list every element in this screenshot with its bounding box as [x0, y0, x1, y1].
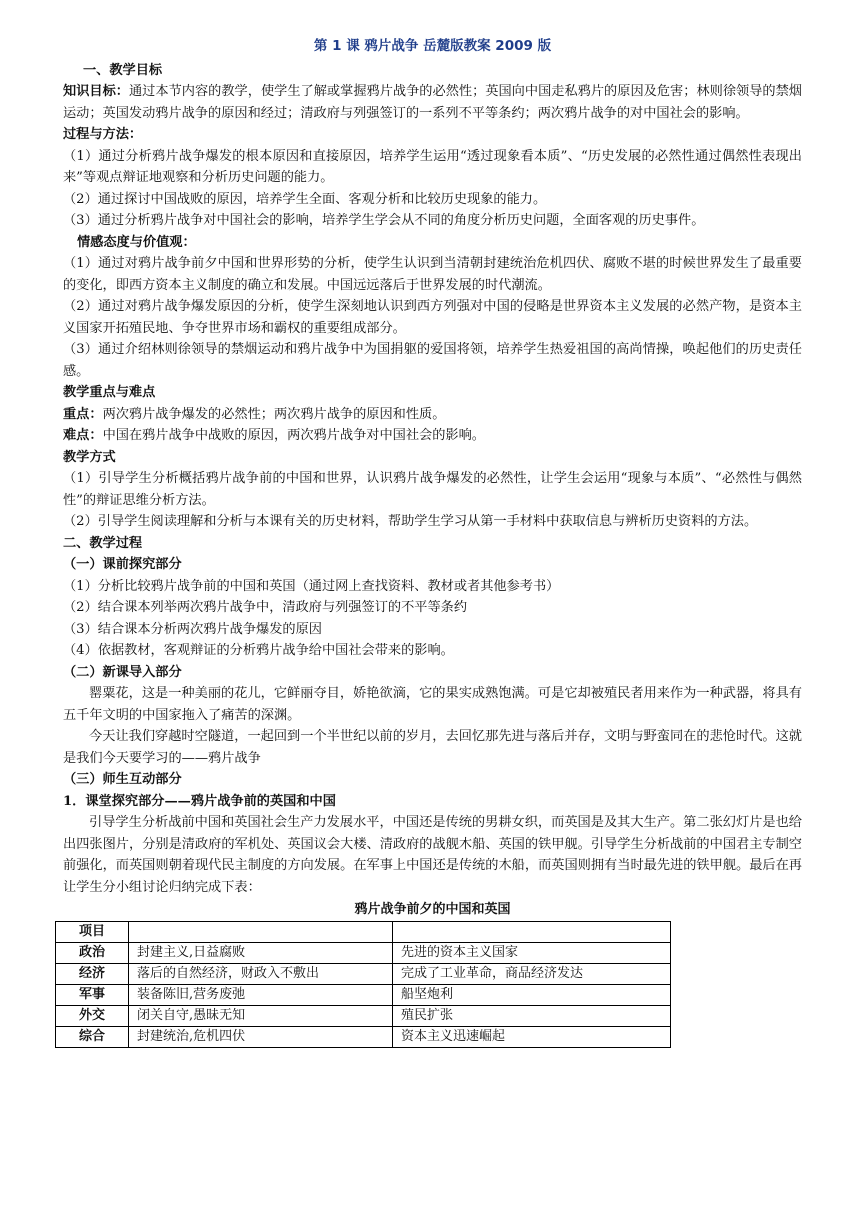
- table-cell-china: 装备陈旧,营务废弛: [129, 984, 393, 1005]
- table-row-label: 外交: [56, 1005, 129, 1026]
- part1-item: （2）结合课本列举两次鸦片战争中，清政府与列强签订的不平等条约: [63, 600, 468, 615]
- table-row-label: 经济: [56, 963, 129, 984]
- document-title: 第 1 课 鸦片战争 岳麓版教案 2009 版: [313, 38, 552, 54]
- attitude-item: （3）通过介绍林则徐领导的禁烟运动和鸦片战争中为国捐躯的爱国将领，培养学生热爱祖国的高尚情操，唤起他们的历史责任感。: [63, 342, 802, 379]
- table-cell-china: 封建主义,日益腐败: [129, 942, 393, 963]
- part1-item: （1）分析比较鸦片战争前的中国和英国（通过网上查找资料、教材或者其他参考书）: [63, 578, 560, 594]
- section-heading-objectives: 一、教学目标: [83, 62, 163, 78]
- part1-item: （3）结合课本分析两次鸦片战争爆发的原因: [63, 621, 322, 637]
- table-caption: 鸦片战争前夕的中国和英国: [354, 902, 511, 917]
- table-header-cell: 项目: [56, 921, 129, 942]
- process-item: （2）通过探讨中国战败的原因，培养学生全面、客观分析和比较历史现象的能力。: [63, 191, 547, 207]
- difficulty-label: 难点：: [63, 428, 103, 443]
- knowledge-objective: [63, 81, 802, 124]
- part2-heading: （二）新课导入部分: [63, 664, 182, 680]
- table-cell-britain: 资本主义迅速崛起: [393, 1026, 671, 1047]
- table-cell-china: 封建统治,危机四伏: [129, 1026, 393, 1047]
- process-item: （3）通过分析鸦片战争对中国社会的影响，培养学生学会从不同的角度分析历史问题，全面客观的历史事件。: [63, 213, 705, 228]
- table-cell-china: 闭关自守,愚昧无知: [129, 1005, 393, 1026]
- table-row-label: 综合: [56, 1026, 129, 1047]
- process-item: （1）通过分析鸦片战争爆发的根本原因和直接原因，培养学生运用“透过现象看本质”、“历史发展的必然性通过偶然性表现出来”等观点辩证地观察和分析历史问题的能力。: [63, 148, 802, 185]
- table-cell-britain: 先进的资本主义国家: [393, 942, 671, 963]
- attitude-item: （2）通过对鸦片战争爆发原因的分析，使学生深刻地认识到西方列强对中国的侵略是世界资本主义发展的必然产物，是资本主义国家开拓殖民地、争夺世界市场和霸权的重要组成部分。: [63, 299, 802, 336]
- comparison-table: [55, 921, 671, 1048]
- table-row: [56, 1005, 671, 1026]
- part3-heading: （三）师生互动部分: [63, 772, 182, 787]
- method-item: （1）引导学生分析概括鸦片战争前的中国和世界，认识鸦片战争爆发的必然性，让学生会运用“现象与本质”、“必然性与偶然性”的辩证思维分析方法。: [63, 471, 802, 508]
- method-heading: 教学方式: [63, 449, 116, 465]
- table-row-label: 政治: [56, 942, 129, 963]
- process-heading: 过程与方法：: [63, 127, 143, 142]
- table-row: [56, 963, 671, 984]
- intro-paragraph: 罂粟花，这是一种美丽的花儿，它鲜丽夺目，娇艳欲滴，它的果实成熟饱满。可是它却被殖民者用来作为一种武器，将具有五千年文明的中国家拖入了痛苦的深渊。: [63, 686, 802, 723]
- part1-item: （4）依据教材，客观辩证的分析鸦片战争给中国社会带来的影响。: [63, 643, 454, 658]
- difficulty-text: 中国在鸦片战争中战败的原因，两次鸦片战争对中国社会的影响。: [102, 428, 485, 443]
- table-header-row: [56, 921, 671, 942]
- intro-paragraph: 今天让我们穿越时空隧道，一起回到一个半世纪以前的岁月，去回忆那先进与落后并存，文明与野蛮同在的悲怆时代。这就是我们今天要学习的——鸦片战争: [63, 729, 802, 766]
- table-row: [56, 1026, 671, 1047]
- table-cell-china: 落后的自然经济，财政入不敷出: [129, 963, 393, 984]
- part3-subheading: 1．课堂探究部分——鸦片战争前的英国和中国: [63, 793, 336, 809]
- table-cell-britain: 船坚炮利: [393, 984, 671, 1005]
- focus-label: 重点：: [63, 406, 103, 422]
- attitude-heading: 情感态度与价值观：: [77, 234, 196, 250]
- table-header-cell: [129, 921, 393, 942]
- attitude-item: （1）通过对鸦片战争前夕中国和世界形势的分析，使学生认识到当清朝封建统治危机四伏、腐败不堪的时候世界发生了最重要的变化，即西方资本主义制度的确立和发展。中国远远落后于世界发展的时代潮流。: [63, 256, 802, 293]
- focus-line: [63, 404, 802, 426]
- section-heading-process: 二、教学过程: [63, 535, 143, 551]
- table-row-label: 军事: [56, 984, 129, 1005]
- table-cell-britain: 殖民扩张: [393, 1005, 671, 1026]
- part1-heading: （一）课前探究部分: [63, 557, 182, 572]
- table-row: [56, 942, 671, 963]
- difficulty-line: [63, 425, 802, 447]
- knowledge-label: 知识目标：: [63, 84, 129, 99]
- table-cell-britain: 完成了工业革命，商品经济发达: [393, 963, 671, 984]
- table-row: [56, 984, 671, 1005]
- focus-text: 两次鸦片战争爆发的必然性；两次鸦片战争的原因和性质。: [102, 406, 446, 422]
- method-item: （2）引导学生阅读理解和分析与本课有关的历史材料，帮助学生学习从第一手材料中获取信息与辨析历史资料的方法。: [63, 514, 758, 529]
- table-header-cell: [393, 921, 671, 942]
- key-points-heading: 教学重点与难点: [63, 385, 156, 400]
- part3-paragraph: 引导学生分析战前中国和英国社会生产力发展水平，中国还是传统的男耕女织，而英国是及其大生产。第二张幻灯片是也给出四张图片，分别是清政府的军机处、英国议会大楼、清政府的战舰木船、英国的铁甲舰。引导学生分析战前的中国君主专制空前强化，而英国则朝着现代民主制度的方向发展。在军事上中国还是传统的木船，而英国则拥有当时最先进的铁甲舰。最后在再让学生分小组讨论归纳完成下表：: [63, 815, 802, 895]
- knowledge-text: 通过本节内容的教学，使学生了解或掌握鸦片战争的必然性；英国向中国走私鸦片的原因及危害；林则徐领导的禁烟运动；英国发动鸦片战争的原因和经过；清政府与列强签订的一系列不平等条约；两次鸦片战争的对中国社会的影响。: [63, 84, 802, 121]
